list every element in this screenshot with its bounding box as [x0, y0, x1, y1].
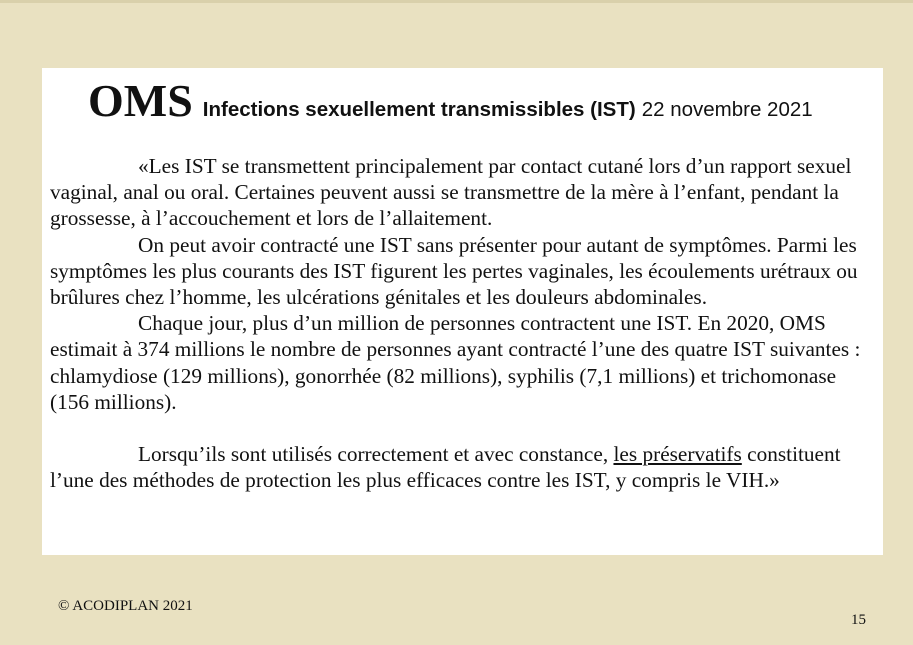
title-oms: OMS [88, 75, 193, 126]
title-date: 22 novembre 2021 [641, 98, 813, 121]
copyright-notice: © ACODIPLAN 2021 [58, 598, 193, 614]
paragraph-prevention [50, 441, 868, 493]
quote-body [50, 153, 868, 493]
top-rule [0, 0, 913, 3]
title-subject: Infections sexuellement transmissibles (IST) [202, 98, 636, 121]
prevention-text-end: constituent l’une des méthodes de protection les plus efficaces contre les IST, y compris le VIH.» [50, 442, 841, 493]
slide-title [88, 74, 813, 127]
paragraph-statistics: Chaque jour, plus d’un million de personnes contractent une IST. En 2020, OMS estimait à 374 millions le nombre de personnes ayant contracté l’une des quatre IST suivantes : chlamydiose (129 millions), gonorrhée (82 millions), syphilis (7,1 millions) et trichomonase (156 millions). [50, 311, 861, 414]
condoms-link[interactable]: les préservatifs [613, 442, 742, 467]
content-card [42, 68, 883, 555]
page-number: 15 [851, 612, 866, 628]
paragraph-symptoms: On peut avoir contracté une IST sans présenter pour autant de symptômes. Parmi les symptômes les plus courants des IST figurent les pertes vaginales, les écoulements urétraux ou brûlures chez l’homme, les ulcérations génitales et les douleurs abdominales. [50, 232, 858, 310]
prevention-text-start: Lorsqu’ils sont utilisés correctement et avec constance, [138, 442, 614, 467]
paragraph-transmission: «Les IST se transmettent principalement par contact cutané lors d’un rapport sexuel vaginal, anal ou oral. Certaines peuvent aussi se transmettre de la mère à l’enfant, pendant la grossesse, à l’accouchement et lors de l’allaitement. [50, 154, 852, 231]
